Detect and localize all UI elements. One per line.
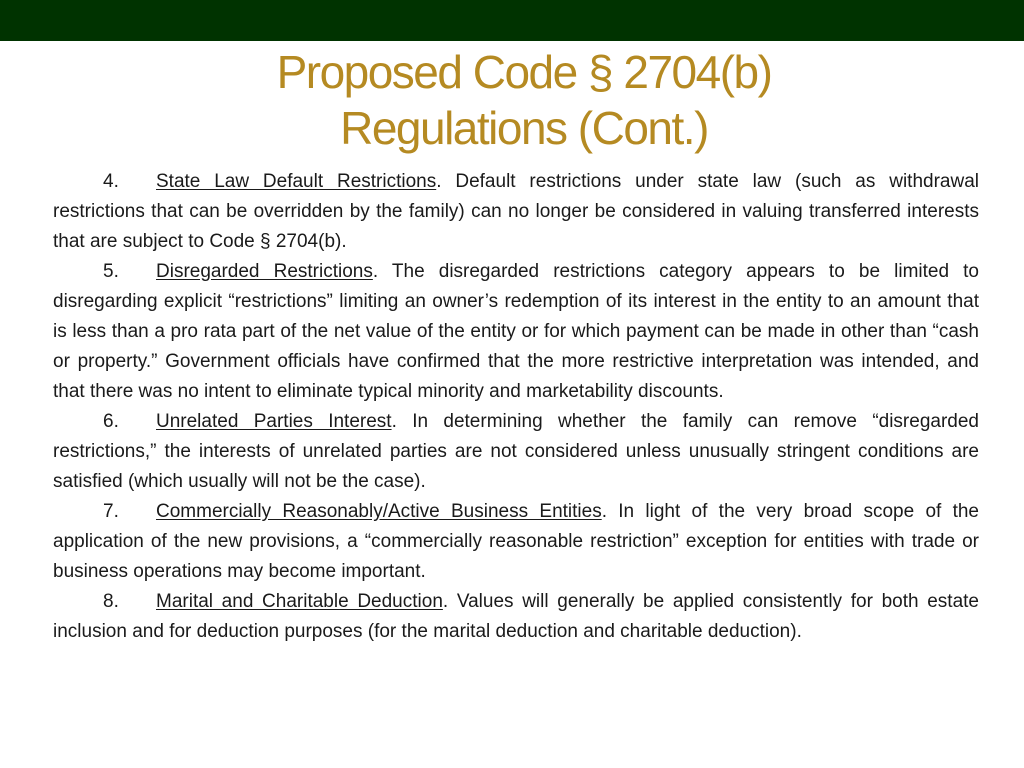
top-banner [0, 0, 1024, 41]
slide-body [53, 167, 979, 647]
item-heading: Disregarded Restrictions [156, 261, 373, 282]
title-line-1: Proposed Code § 2704(b) [276, 46, 772, 98]
item-number: 6. [103, 411, 119, 432]
item-number: 4. [103, 171, 119, 192]
item-text: . Default restrictions under state law (such as withdrawal restrictions that can be overridden by the family) can no longer be considered in valuing transferred interests that are subject to Code § 2704(b). [53, 171, 979, 252]
title-line-2: Regulations (Cont.) [340, 102, 708, 154]
item-number: 8. [103, 591, 119, 612]
item-number: 7. [103, 501, 119, 522]
list-item [53, 167, 979, 257]
item-text: . In determining whether the family can remove “disregarded restrictions,” the interests of unrelated parties are not considered unless unusually stringent conditions are satisfied (which usually will not be the case). [53, 411, 979, 492]
list-item [53, 257, 979, 407]
list-item [53, 497, 979, 587]
item-text: . Values will generally be applied consistently for both estate inclusion and for deduction purposes (for the marital deduction and charitable deduction). [53, 591, 979, 642]
item-text: . The disregarded restrictions category appears to be limited to disregarding explicit “restrictions” limiting an owner’s redemption of its interest in the entity to an amount that is less than a pro rata part of the net value of the entity or for which payment can be made in other than “cash or property.” Government officials have confirmed that the more restrictive interpretation was intended, and that there was no intent to eliminate typical minority and marketability discounts. [53, 261, 979, 402]
item-heading: Marital and Charitable Deduction [156, 591, 443, 612]
item-heading: Commercially Reasonably/Active Business Entities [156, 501, 602, 522]
list-item [53, 407, 979, 497]
list-item [53, 587, 979, 647]
item-heading: State Law Default Restrictions [156, 171, 437, 192]
item-heading: Unrelated Parties Interest [156, 411, 392, 432]
item-number: 5. [103, 261, 119, 282]
slide-title [0, 44, 1024, 156]
item-text: . In light of the very broad scope of the application of the new provisions, a “commercially reasonable restriction” exception for entities with trade or business operations may become important. [53, 501, 979, 582]
